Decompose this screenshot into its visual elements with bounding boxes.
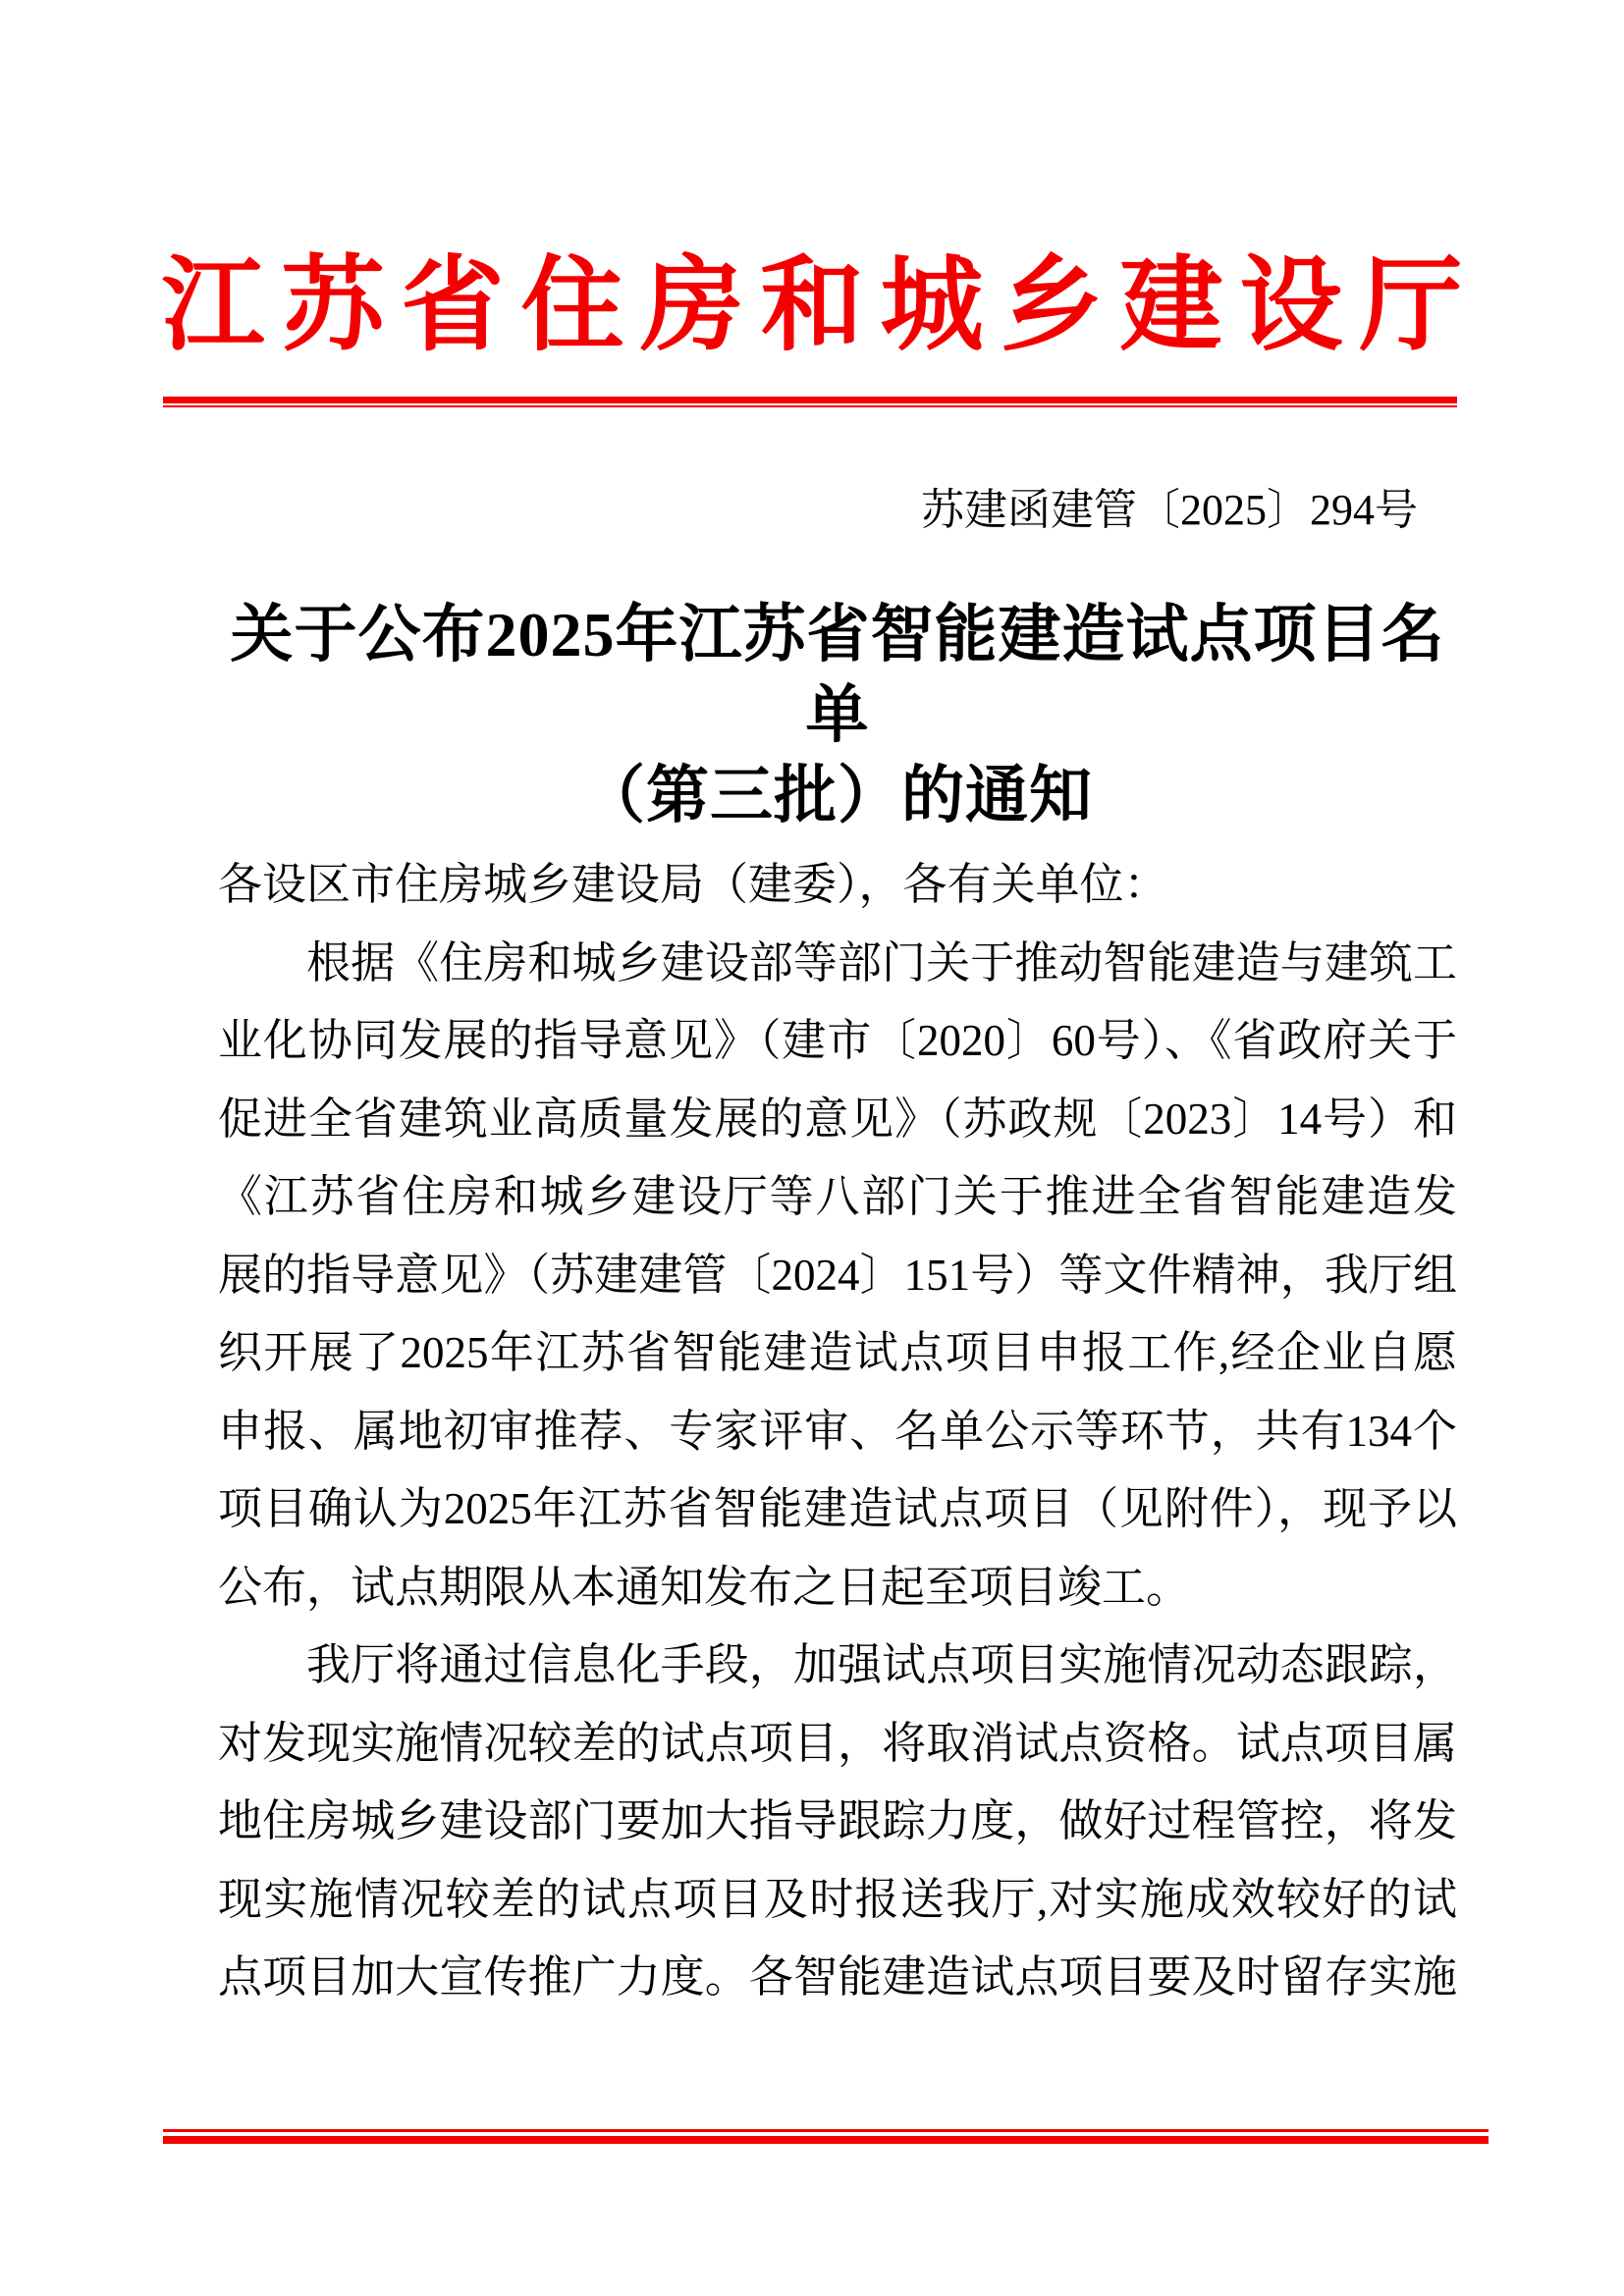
salutation-line: 各设区市住房城乡建设局（建委），各有关单位：	[218, 860, 1168, 909]
letterhead-divider-rule	[163, 397, 1457, 407]
notice-title-line-2: （第三批）的通知	[582, 761, 1093, 830]
body-line: 促进全省建筑业高质量发展的意见》（苏政规〔2023〕14号）和	[218, 1094, 1457, 1144]
letterhead-agency-name: 江苏省住房和城乡建设厅	[161, 248, 1480, 363]
rule-thick-bar	[163, 397, 1457, 403]
body-line: 项目确认为2025年江苏省智能建造试点项目（见附件），现予以	[218, 1484, 1457, 1533]
document-reference-number: 苏建函建管〔2025〕294号	[921, 486, 1418, 534]
footer-divider-rule	[163, 2129, 1489, 2144]
body-line: 织开展了2025年江苏省智能建造试点项目申报工作,经企业自愿	[218, 1328, 1457, 1377]
body-line: 根据《住房和城乡建设部等部门关于推动智能建造与建筑工	[306, 937, 1457, 988]
body-line: 地住房城乡建设部门要加大指导跟踪力度，做好过程管控，将发	[218, 1796, 1457, 1845]
body-line: 展的指导意见》（苏建建管〔2024〕151号）等文件精神，我厅组	[218, 1250, 1457, 1300]
body-line: 现实施情况较差的试点项目及时报送我厅,对实施成效较好的试	[218, 1874, 1457, 1924]
body-line: 对发现实施情况较差的试点项目，将取消试点资格。试点项目属	[218, 1718, 1457, 1768]
rule-thick-bar	[163, 2136, 1489, 2144]
body-line: 业化协同发展的指导意见》（建市〔2020〕60号）、《省政府关于	[218, 1016, 1457, 1065]
notice-title	[218, 595, 1457, 836]
body-line: 申报、属地初审推荐、专家评审、名单公示等环节，共有134个	[218, 1406, 1457, 1456]
rule-thin-bar	[163, 405, 1457, 407]
notice-title-line-1: 关于公布2025年江苏省智能建造试点项目名单	[230, 600, 1445, 750]
body-line: 我厅将通过信息化手段，加强试点项目实施情况动态跟踪，	[306, 1640, 1457, 1689]
body-line: 《江苏省住房和城乡建设厅等八部门关于推进全省智能建造发	[218, 1172, 1457, 1221]
notice-body	[218, 846, 1457, 2017]
body-line: 公布，试点期限从本通知发布之日起至项目竣工。	[218, 1562, 1191, 1612]
body-line: 点项目加大宣传推广力度。各智能建造试点项目要及时留存实施	[218, 1952, 1457, 2002]
